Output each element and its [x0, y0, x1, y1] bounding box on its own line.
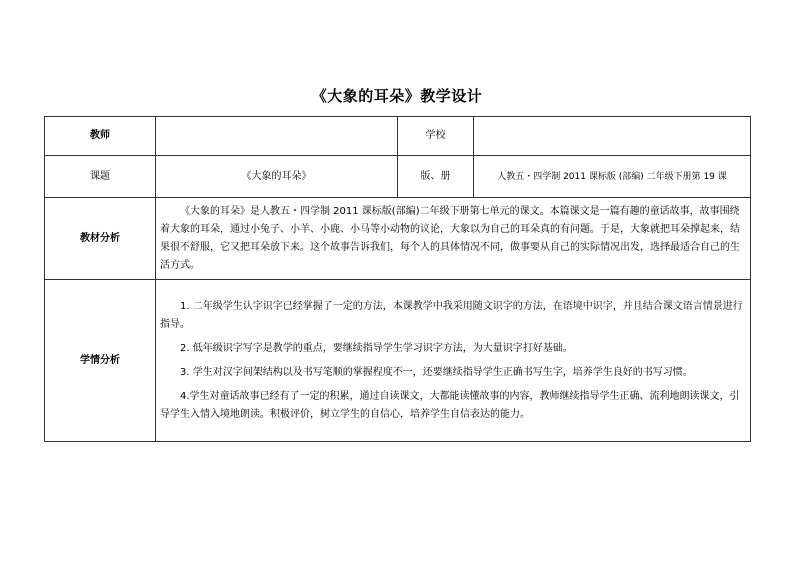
table-row-material-analysis: [45, 198, 751, 280]
topic-label: 课题: [45, 156, 156, 198]
student-analysis-cell: [156, 280, 751, 442]
table-row-student-analysis: [45, 280, 751, 442]
student-analysis-item: 4.学生对童话故事已经有了一定的积累，通过自读课文，大都能读懂故事的内容，教师继续指导学生正确、流利地朗读课文，引导学生入情入境地朗读。积极评价，树立学生的自信心，培养学生自信表达的能力。: [160, 390, 740, 420]
page-title: 《大象的耳朵》教学设计: [311, 87, 483, 105]
student-analysis-item: 3. 学生对汉字间架结构以及书写笔顺的掌握程度不一，还要继续指导学生正确书写生字，培养学生良好的书写习惯。: [180, 366, 693, 378]
teacher-value: [156, 117, 398, 156]
material-analysis-text: 《大象的耳朵》是人教五・四学制 2011 课标版(部编)二年级下册第七单元的课文。本篇课文是一篇有趣的童话故事，故事围绕着大象的耳朵，通过小兔子、小羊、小鹿、小马等小动物的议论，大象以为自己的耳朵真的有问题。于是，大象就把耳朵撑起来，结果很不舒服，它又把耳朵放下来。这个故事告诉我们，每个人的具体情况不同，做事要从自己的实际情况出发，选择最适合自己的生活方式。: [160, 205, 740, 271]
student-analysis-item: 1. 二年级学生认字识字已经掌握了一定的方法，本课教学中我采用随文识字的方法，在语境中识字，并且结合课文语言情景进行指导。: [160, 300, 743, 330]
table-row-topic: [45, 156, 751, 198]
school-label: 学校: [398, 117, 474, 156]
edition-label: 版、册: [398, 156, 474, 198]
teacher-label: 教师: [45, 117, 156, 156]
student-analysis-label: 学情分析: [45, 280, 156, 442]
topic-value: 《大象的耳朵》: [156, 156, 398, 198]
lesson-plan-table: [44, 116, 751, 442]
student-analysis-item: 2. 低年级识字写字是教学的重点，要继续指导学生学习识字方法，为大量识字打好基础。: [180, 342, 573, 354]
edition-value: 人教五・四学制 2011 课标版 (部编) 二年级下册第 19 课: [474, 156, 751, 198]
material-analysis-cell: [156, 198, 751, 280]
material-analysis-label: 教材分析: [45, 198, 156, 280]
table-row-teacher: [45, 117, 751, 156]
school-value: [474, 117, 751, 156]
